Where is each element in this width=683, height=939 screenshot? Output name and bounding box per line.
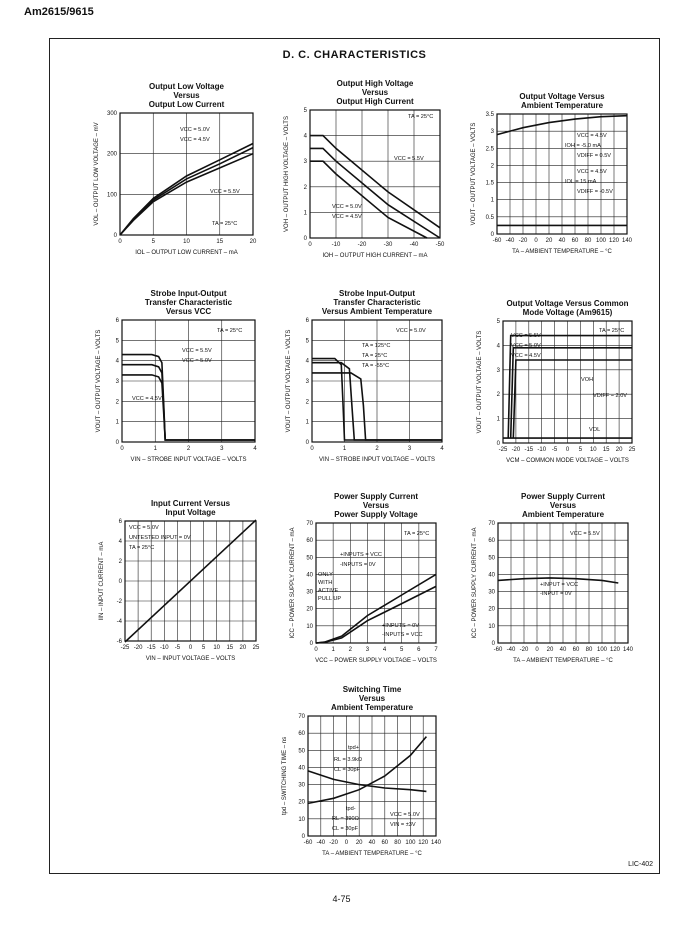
y-tick-label: 2.5 xyxy=(485,146,494,153)
x-tick-label: 140 xyxy=(621,238,633,244)
chart-c2 xyxy=(284,79,445,259)
chart-annotation: VOH xyxy=(581,377,594,383)
figure-code: LIC-402 xyxy=(628,861,653,868)
x-tick-label: 2 xyxy=(348,647,352,653)
chart-annotation: TA = 25°C xyxy=(129,545,155,551)
y-tick-label: 3 xyxy=(305,379,309,385)
page-number: 4-75 xyxy=(332,894,351,904)
x-tick-label: 0 xyxy=(314,647,318,653)
chart-annotation: CL = 30pF xyxy=(334,767,361,773)
y-tick-label: 0 xyxy=(115,440,119,446)
x-tick-label: 2 xyxy=(186,446,191,452)
y-tick-label: 0 xyxy=(305,440,309,446)
y-tick-label: 60 xyxy=(306,538,313,545)
x-tick-label: 140 xyxy=(622,647,634,653)
y-tick-label: 3 xyxy=(115,379,119,385)
chart-annotation: -INPUTS = VCC xyxy=(382,632,423,638)
y-tick-label: 40 xyxy=(298,765,305,772)
y-tick-label: 1 xyxy=(496,416,500,423)
x-tick-label: 60 xyxy=(571,238,579,244)
y-tick-label: 0.5 xyxy=(485,214,494,221)
x-tick-label: 80 xyxy=(585,647,593,653)
y-tick-label: 20 xyxy=(298,799,305,806)
y-tick-label: 30 xyxy=(306,589,313,596)
chart-annotation: +INPUTS = VCC xyxy=(340,552,382,558)
chart-c4 xyxy=(96,289,257,463)
x-tick-label: -60 xyxy=(303,840,313,846)
y-tick-label: 50 xyxy=(298,748,305,755)
y-tick-label: 1 xyxy=(490,197,494,204)
y-axis-label: IIN – INPUT CURRENT – mA xyxy=(99,541,105,621)
chart-annotation: TA = 25°C xyxy=(404,531,430,537)
chart-annotation: VCC = 5.0V xyxy=(511,343,541,349)
x-tick-label: -10 xyxy=(537,447,547,453)
y-tick-label: 4 xyxy=(115,358,119,365)
y-axis-label: VOUT – OUTPUT VOLTAGE – VOLTS xyxy=(286,329,292,433)
chart-title-line: Power Supply Current xyxy=(333,492,419,501)
x-tick-label: 0 xyxy=(565,447,570,453)
chart-annotation: VCC = 4.5V xyxy=(577,169,607,175)
chart-annotation: RL = 3.9kΩ xyxy=(334,757,363,763)
x-tick-label: 5 xyxy=(578,447,583,453)
chart-title-line: Switching Time xyxy=(342,685,402,694)
x-tick-label: 0 xyxy=(535,647,539,653)
x-tick-label: -15 xyxy=(146,645,156,651)
x-tick-label: 100 xyxy=(596,647,608,653)
chart-annotation: IOL = 15 mA xyxy=(565,179,597,185)
x-tick-label: -60 xyxy=(492,238,502,244)
chart-c8 xyxy=(290,492,438,664)
x-tick-label: -25 xyxy=(120,645,130,651)
x-tick-label: 1 xyxy=(331,647,335,653)
y-tick-label: 5 xyxy=(496,319,500,325)
x-tick-label: 80 xyxy=(584,238,592,244)
chart-annotation: ACTIVE xyxy=(318,588,339,594)
y-tick-label: 60 xyxy=(488,538,495,545)
x-tick-label: 10 xyxy=(589,447,597,453)
x-tick-label: 0 xyxy=(120,446,124,452)
chart-c5 xyxy=(286,289,444,463)
y-tick-label: 3.5 xyxy=(485,112,494,118)
y-tick-label: 6 xyxy=(115,318,119,324)
chart-annotation: VIN = ±3V xyxy=(390,822,416,828)
y-tick-label: 3 xyxy=(490,129,494,136)
x-tick-label: 6 xyxy=(417,647,421,653)
chart-annotation: -INPUTS = 0V xyxy=(340,562,376,568)
x-tick-label: 120 xyxy=(418,840,429,846)
chart-title-line: Power Supply Voltage xyxy=(334,510,418,519)
y-axis-label: VOH – OUTPUT HIGH VOLTAGE – VOLTS xyxy=(284,116,290,232)
chart-annotation: VCC = 5.0V xyxy=(332,204,362,210)
chart-annotation: UNTESTED INPUT = 0V xyxy=(129,535,191,541)
chart-annotation: TA = -55°C xyxy=(362,363,390,369)
y-tick-label: 10 xyxy=(298,816,305,823)
x-tick-label: 20 xyxy=(239,645,247,651)
y-tick-label: 40 xyxy=(306,572,313,579)
chart-annotation: TA = 25°C xyxy=(212,221,238,227)
x-tick-label: 5 xyxy=(151,239,155,245)
x-tick-label: -20 xyxy=(518,238,528,244)
chart-c9 xyxy=(472,492,634,664)
x-tick-label: -40 xyxy=(409,242,419,248)
part-number: Am2615/9615 xyxy=(24,6,94,18)
chart-annotation: +INPUTS = 0V xyxy=(382,623,419,629)
chart-title-line: Output High Current xyxy=(336,97,414,106)
x-tick-label: 140 xyxy=(430,840,442,846)
chart-annotation: RL = 390Ω xyxy=(332,816,359,822)
chart-title-line: Versus xyxy=(549,501,577,510)
chart-title-line: Versus xyxy=(173,91,200,100)
y-tick-label: 200 xyxy=(106,151,117,158)
y-tick-label: 1 xyxy=(115,419,119,426)
x-tick-label: 10 xyxy=(213,645,221,651)
series-line-2 xyxy=(310,161,427,238)
chart-annotation: TA = 25°C xyxy=(408,114,434,120)
chart-title-line: Input Current Versus xyxy=(150,499,231,508)
x-axis-label: VIN – STROBE INPUT VOLTAGE – VOLTS xyxy=(319,457,435,463)
x-tick-label: 100 xyxy=(405,840,416,846)
y-tick-label: 5 xyxy=(305,338,309,345)
y-tick-label: 0 xyxy=(490,232,494,238)
y-axis-label: VOUT – OUTPUT VOLTAGE – VOLTS xyxy=(477,330,483,434)
x-tick-label: 10 xyxy=(183,239,190,245)
chart-c6 xyxy=(477,299,636,464)
y-tick-label: 20 xyxy=(488,606,495,613)
y-axis-label: VOUT – OUTPUT VOLTAGE – VOLTS xyxy=(96,329,102,433)
chart-title-line: Output High Voltage xyxy=(336,79,414,88)
y-tick-label: 50 xyxy=(488,555,495,562)
y-tick-label: 30 xyxy=(298,782,305,789)
y-axis-label: ICC – POWER SUPPLY CURRENT – mA xyxy=(472,527,478,639)
chart-title-line: Versus xyxy=(362,501,390,510)
y-tick-label: 2 xyxy=(115,399,119,406)
x-tick-label: 4 xyxy=(382,647,387,653)
y-tick-label: 0 xyxy=(491,641,495,647)
chart-title-line: Mode Voltage (Am9615) xyxy=(522,308,613,317)
y-tick-label: 0 xyxy=(303,236,307,242)
x-tick-label: -60 xyxy=(493,647,503,653)
chart-annotation: -INPUT = 0V xyxy=(540,591,572,597)
chart-title-line: Versus VCC xyxy=(165,307,212,316)
chart-annotation: VCC = 4.5V xyxy=(132,396,162,402)
series-line-0 xyxy=(310,136,440,228)
y-tick-label: 6 xyxy=(305,318,309,324)
chart-annotation: VCC = 5.5V xyxy=(210,189,240,195)
chart-annotation: VCC = 5.0V xyxy=(129,525,159,531)
x-tick-label: 1 xyxy=(342,446,347,452)
y-tick-label: 70 xyxy=(298,714,305,720)
chart-annotation: VCC = 5.0V xyxy=(182,358,212,364)
x-tick-label: -25 xyxy=(498,447,508,453)
chart-title-line: Strobe Input-Output xyxy=(339,289,415,298)
chart-annotation: VCC = 4.5V xyxy=(332,214,362,220)
x-tick-label: -5 xyxy=(551,447,558,453)
chart-annotation: VCC = 5.0V xyxy=(396,328,426,334)
y-tick-label: 1.5 xyxy=(485,180,494,187)
chart-title-line: Ambient Temperature xyxy=(330,703,414,712)
y-tick-label: 2 xyxy=(305,399,309,406)
y-tick-label: 2 xyxy=(496,392,500,399)
x-tick-label: 100 xyxy=(595,238,607,244)
x-tick-label: 2 xyxy=(375,446,379,452)
x-tick-label: -40 xyxy=(316,840,326,846)
x-tick-label: 3 xyxy=(407,446,412,452)
chart-c7 xyxy=(99,499,260,662)
x-tick-label: -20 xyxy=(329,840,338,846)
x-tick-label: 4 xyxy=(253,446,257,452)
x-tick-label: -30 xyxy=(383,242,393,248)
y-tick-label: 1 xyxy=(303,210,307,217)
y-tick-label: -6 xyxy=(116,639,122,645)
x-tick-label: 40 xyxy=(558,238,566,244)
chart-c10 xyxy=(282,685,442,857)
y-tick-label: 5 xyxy=(303,108,307,114)
x-axis-label: TA – AMBIENT TEMPERATURE – °C xyxy=(513,658,613,664)
y-tick-label: 2 xyxy=(303,184,307,191)
chart-annotation: WITH xyxy=(318,580,333,586)
plot-frame xyxy=(310,110,440,238)
y-tick-label: 20 xyxy=(306,606,313,613)
y-tick-label: 4 xyxy=(303,133,307,140)
chart-annotation: VDIFF = -0.5V xyxy=(577,189,613,195)
x-tick-label: -5 xyxy=(174,645,181,651)
chart-annotation: VOL xyxy=(589,427,601,433)
x-axis-label: TA – AMBIENT TEMPERATURE – °C xyxy=(322,851,422,857)
chart-title-line: Transfer Characteristic xyxy=(144,298,233,307)
y-tick-label: 10 xyxy=(306,623,313,630)
chart-annotation: VCC = 5.5V xyxy=(511,333,541,339)
chart-annotation: VCC = 5.5V xyxy=(182,348,212,354)
y-tick-label: 70 xyxy=(488,521,495,527)
x-tick-label: 5 xyxy=(201,645,206,651)
y-tick-label: 6 xyxy=(118,519,122,525)
chart-annotation: TA = 25°C xyxy=(599,328,625,334)
chart-title-line: Versus xyxy=(361,88,389,97)
x-tick-label: 25 xyxy=(252,645,260,651)
series-line-1 xyxy=(308,737,426,804)
chart-annotation: TA = 25°C xyxy=(217,328,243,334)
x-tick-label: 60 xyxy=(572,647,580,653)
x-tick-label: 3 xyxy=(365,647,370,653)
x-tick-label: -50 xyxy=(435,242,445,248)
chart-annotation: VCC = 5.0V xyxy=(390,812,420,818)
x-tick-label: 120 xyxy=(608,238,620,244)
y-tick-label: -2 xyxy=(116,599,122,605)
x-tick-label: 0 xyxy=(344,840,349,846)
x-tick-label: 20 xyxy=(545,238,553,244)
x-tick-label: -20 xyxy=(519,647,529,653)
x-tick-label: 4 xyxy=(440,446,444,452)
chart-annotation: VDIFF = 0.5V xyxy=(577,153,612,159)
chart-annotation: VDIFF = 2.0V xyxy=(593,393,628,399)
chart-annotation: ONLY xyxy=(318,572,333,578)
y-tick-label: 10 xyxy=(488,623,495,630)
y-tick-label: 3 xyxy=(303,159,307,166)
x-tick-label: -40 xyxy=(505,238,515,244)
x-tick-label: 7 xyxy=(434,647,438,653)
chart-title-line: Ambient Temperature xyxy=(521,510,605,519)
y-tick-label: 1 xyxy=(305,419,309,426)
chart-annotation: +INPUT = VCC xyxy=(540,582,579,588)
chart-annotation: VCC = 5.5V xyxy=(394,156,424,162)
chart-annotation: PULL UP xyxy=(318,596,342,602)
series-line-2 xyxy=(513,360,632,438)
y-tick-label: 2 xyxy=(490,163,494,170)
y-tick-label: 4 xyxy=(118,539,122,545)
x-tick-label: -10 xyxy=(331,242,341,248)
x-tick-label: 120 xyxy=(609,647,621,653)
y-axis-label: tpd – SWITCHING TIME – ns xyxy=(282,736,288,816)
x-tick-label: 0 xyxy=(118,239,122,245)
y-tick-label: 50 xyxy=(306,555,313,562)
chart-title-line: Output Low Current xyxy=(148,100,225,109)
y-tick-label: 30 xyxy=(488,589,495,596)
chart-annotation: IOH = -5.0 mA xyxy=(565,143,601,149)
x-tick-label: 1 xyxy=(153,446,157,452)
x-tick-label: 20 xyxy=(615,447,623,453)
x-axis-label: VIN – INPUT VOLTAGE – VOLTS xyxy=(145,656,236,662)
x-tick-label: -40 xyxy=(506,647,516,653)
x-axis-label: IOL – OUTPUT LOW CURRENT – mA xyxy=(135,250,238,256)
y-axis-label: ICC – POWER SUPPLY CURRENT – mA xyxy=(290,527,296,639)
x-tick-label: -20 xyxy=(133,645,143,651)
series-line-0 xyxy=(308,771,426,792)
y-tick-label: 0 xyxy=(496,441,500,447)
chart-title-line: Input Voltage xyxy=(165,508,216,517)
x-tick-label: 20 xyxy=(249,239,257,245)
x-tick-label: 0 xyxy=(188,645,193,651)
y-tick-label: 100 xyxy=(106,192,117,199)
chart-title-line: Versus xyxy=(358,694,386,703)
y-tick-label: 4 xyxy=(496,343,500,350)
y-tick-label: 0 xyxy=(113,233,117,239)
x-tick-label: -10 xyxy=(159,645,169,651)
chart-title-line: Output Voltage Versus Common xyxy=(506,299,629,308)
chart-c3 xyxy=(471,92,633,255)
chart-annotation: CL = 30pF xyxy=(332,826,359,832)
chart-title-line: Transfer Characteristic xyxy=(333,298,421,307)
chart-annotation: TA = 25°C xyxy=(362,353,388,359)
chart-annotation: tpd- xyxy=(346,806,356,812)
series-line-0 xyxy=(508,336,632,439)
y-tick-label: 60 xyxy=(298,731,305,738)
x-tick-label: 40 xyxy=(368,840,376,846)
y-tick-label: 300 xyxy=(106,111,117,117)
chart-title-line: Power Supply Current xyxy=(520,492,606,501)
y-tick-label: 0 xyxy=(301,834,305,840)
x-tick-label: -20 xyxy=(511,447,521,453)
x-axis-label: TA – AMBIENT TEMPERATURE – °C xyxy=(512,249,612,255)
y-tick-label: 0 xyxy=(118,579,122,585)
y-tick-label: -4 xyxy=(116,619,122,625)
chart-c1 xyxy=(94,82,257,256)
x-tick-label: 0 xyxy=(534,238,538,244)
chart-annotation: VCC = 4.5V xyxy=(180,137,210,143)
chart-title-line: Strobe Input-Output xyxy=(150,289,227,298)
x-tick-label: 0 xyxy=(308,242,312,248)
x-axis-label: IOH – OUTPUT HIGH CURRENT – mA xyxy=(322,253,428,259)
y-tick-label: 4 xyxy=(305,358,309,365)
section-title: D. C. CHARACTERISTICS xyxy=(282,49,427,61)
y-tick-label: 70 xyxy=(306,521,313,527)
x-axis-label: VIN – STROBE INPUT VOLTAGE – VOLTS xyxy=(130,457,247,463)
x-tick-label: 40 xyxy=(559,647,567,653)
chart-title-line: Output Low Voltage xyxy=(149,82,224,91)
chart-annotation: TA = 125°C xyxy=(362,343,391,349)
x-tick-label: 5 xyxy=(400,647,404,653)
x-tick-label: -20 xyxy=(357,242,367,248)
y-tick-label: 3 xyxy=(496,367,500,374)
x-tick-label: 25 xyxy=(628,447,636,453)
chart-annotation: VCC = 4.5V xyxy=(511,353,541,359)
x-tick-label: 80 xyxy=(394,840,401,846)
x-tick-label: 0 xyxy=(310,446,314,452)
y-tick-label: 0 xyxy=(309,641,313,647)
x-tick-label: 15 xyxy=(216,239,224,245)
chart-annotation: tpd+ xyxy=(348,745,360,751)
y-tick-label: 2 xyxy=(118,559,122,565)
x-tick-label: 15 xyxy=(602,447,610,453)
y-axis-label: VOUT – OUTPUT VOLTAGE – VOLTS xyxy=(471,122,477,226)
x-tick-label: 15 xyxy=(226,645,234,651)
x-tick-label: -15 xyxy=(524,447,534,453)
x-axis-label: VCC – POWER SUPPLY VOLTAGE – VOLTS xyxy=(315,658,437,664)
y-tick-label: 40 xyxy=(488,572,495,579)
chart-annotation: VCC = 5.5V xyxy=(570,531,600,537)
chart-title-line: Ambient Temperature xyxy=(520,101,604,110)
chart-title-line: Output Voltage Versus xyxy=(519,92,605,101)
x-axis-label: VCM – COMMON MODE VOLTAGE – VOLTS xyxy=(506,458,629,464)
x-tick-label: 3 xyxy=(220,446,224,452)
y-axis-label: VOL – OUTPUT LOW VOLTAGE – mV xyxy=(94,122,100,226)
x-tick-label: 20 xyxy=(546,647,554,653)
chart-annotation: VCC = 5.0V xyxy=(180,127,210,133)
y-tick-label: 5 xyxy=(115,338,119,345)
x-tick-label: 20 xyxy=(355,840,363,846)
chart-title-line: Versus Ambient Temperature xyxy=(321,307,433,316)
chart-annotation: VCC = 4.5V xyxy=(577,133,607,139)
x-tick-label: 60 xyxy=(381,840,389,846)
